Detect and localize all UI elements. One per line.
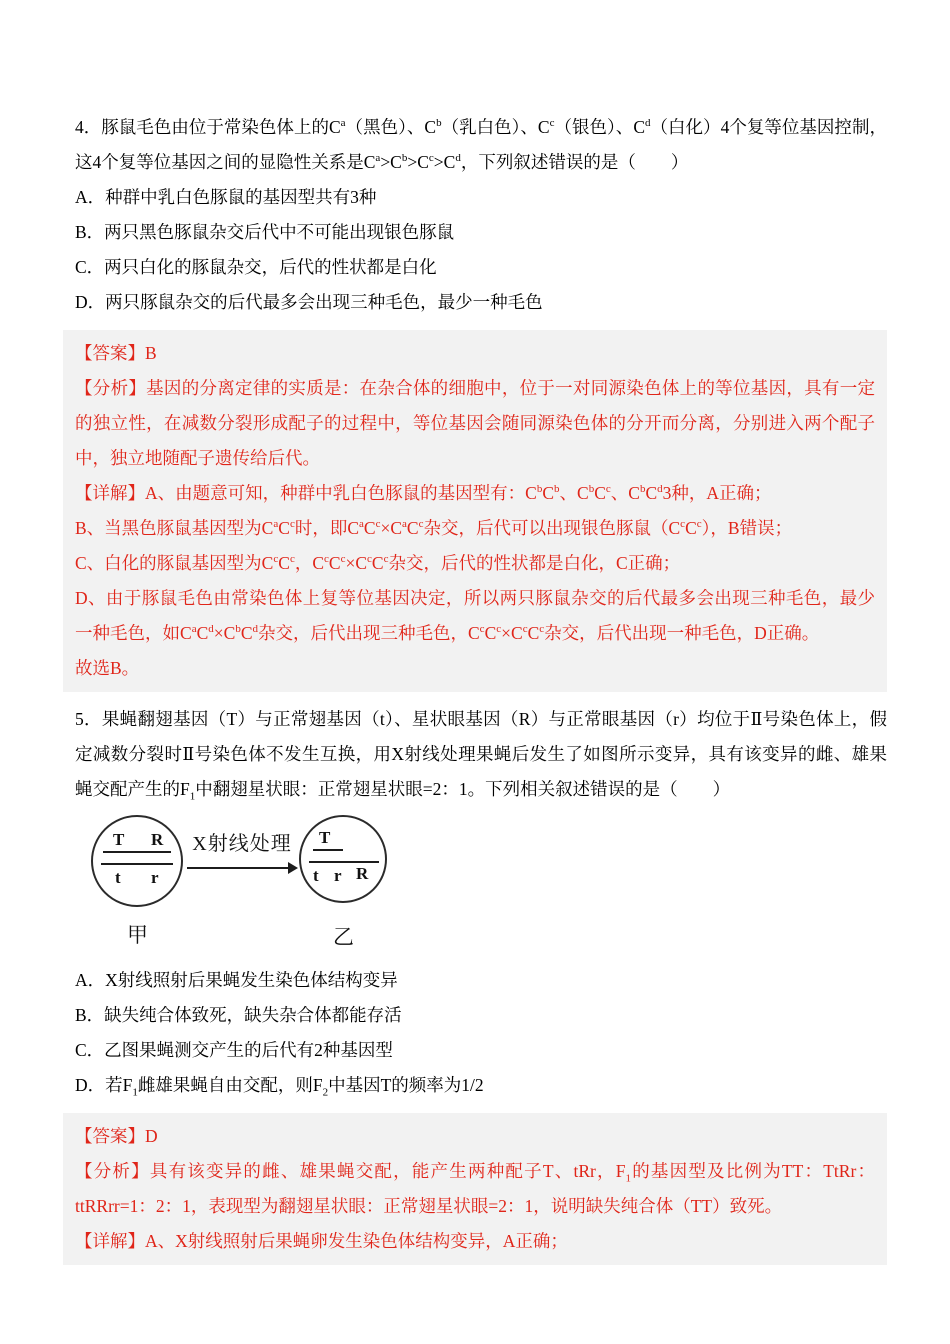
chromosome-line <box>103 851 171 853</box>
question-4-answer-block <box>63 330 887 692</box>
question-4-stem: 4．豚鼠毛色由位于常染色体上的$C^a$（黑色）、$C^b$（乳白色）、$C^c$（银色）、$C^d$（白化）4个复等位基因控制，这4个复等位基因之间的显隐性关系是$C^a>C^b>C^c>C^d$，下列叙述错误的是（ ） <box>75 117 887 172</box>
cell-yi-caption: 乙 <box>333 925 354 949</box>
explanation-line-c: C、白化的豚鼠基因型为$C^cC^c$，$C^cC^c\times C^cC^c$杂交，后代的性状都是白化，C正确； <box>75 553 681 573</box>
answer-line: 【答案】D <box>75 1126 158 1146</box>
right-arrow-icon <box>187 867 289 869</box>
cell-yi <box>299 815 387 903</box>
cell-jia <box>91 815 183 907</box>
cell-jia-caption: 甲 <box>127 923 148 947</box>
question-5-option-a: A．X射线照射后果蝇发生染色体结构变异 <box>75 970 398 990</box>
gene-r: r <box>151 868 159 887</box>
chromosome-mutation-figure <box>91 815 511 953</box>
question-5-option-d: D．若$F_1$雌雄果蝇自由交配，则$F_2$中基因T的频率为1/2 <box>75 1075 484 1099</box>
final-choice-line: 故选B。 <box>75 658 140 678</box>
question-5-option-c: C．乙图果蝇测交产生的后代有2种基因型 <box>75 1040 393 1060</box>
explanation-line-a: 【详解】A、由题意可知，种群中乳白色豚鼠的基因型有：$C^bC^b$、$C^bC^c$、$C^bC^d3$种，A正确； <box>75 483 772 503</box>
analysis-line: 【分析】具有该变异的雌、雄果蝇交配，能产生两种配子T、tRr，$F_1$的基因型及比例为TT：TtRr：ttRRrr=1：2：1，表现型为翻翅星状眼：正常翅星状眼=2：1，说明缺失纯合体（TT）致死。 <box>75 1161 875 1216</box>
chromosome-line <box>309 861 379 863</box>
chromosome-line <box>101 863 173 865</box>
question-4-option-b: B．两只黑色豚鼠杂交后代中不可能出现银色豚鼠 <box>75 222 455 242</box>
question-5-option-b: B．缺失纯合体致死，缺失杂合体都能存活 <box>75 1005 402 1025</box>
explanation-line-b: B、当黑色豚鼠基因型为$C^aC^c$时，即$C^aC^c\times C^aC^c$杂交，后代可以出现银色豚鼠$(C^cC^c)$，B错误； <box>75 518 793 538</box>
explanation-line-d: D、由于豚鼠毛色由常染色体上复等位基因决定，所以两只豚鼠杂交的后代最多会出现三种毛色，最少一种毛色，如$C^aC^d\times C^bC^d$杂交，后代出现三种毛色，$C^cC^c\times C^cC^c$杂交，后代出现一种毛色，D正确。 <box>75 588 875 643</box>
explanation-line-a: 【详解】A、X射线照射后果蝇卵发生染色体结构变异，A正确； <box>75 1231 568 1251</box>
question-5-answer-block <box>63 1113 887 1265</box>
gene-T: T <box>319 828 331 847</box>
xray-treatment-label: X射线处理 <box>192 833 292 855</box>
gene-t: t <box>115 868 121 887</box>
question-4-option-d: D．两只豚鼠杂交的后代最多会出现三种毛色，最少一种毛色 <box>75 292 543 312</box>
gene-R: R <box>151 830 164 849</box>
question-4-option-a: A．种群中乳白色豚鼠的基因型共有3种 <box>75 187 377 207</box>
gene-r: r <box>334 866 342 885</box>
chromosome-line-deleted <box>313 849 343 851</box>
question-5-stem: 5．果蝇翻翅基因（T）与正常翅基因（t）、星状眼基因（R）与正常眼基因（r）均位于Ⅱ号染色体上，假定减数分裂时Ⅱ号染色体不发生互换，用X射线处理果蝇后发生了如图所示变异，具有该变异的雌、雄果蝇交配产生的$F_1$中翻翅星状眼：正常翅星状眼=2：1。下列相关叙述错误的是（ ） <box>75 709 887 803</box>
answer-line: 【答案】B <box>75 343 157 363</box>
arrow-head-icon <box>288 862 298 874</box>
gene-t: t <box>313 866 319 885</box>
gene-T: T <box>113 830 125 849</box>
question-4 <box>75 110 887 692</box>
question-4-option-c: C．两只白化的豚鼠杂交，后代的性状都是白化 <box>75 257 437 277</box>
analysis-line: 【分析】基因的分离定律的实质是：在杂合体的细胞中，位于一对同源染色体上的等位基因，具有一定的独立性，在减数分裂形成配子的过程中，等位基因会随同源染色体的分开而分离，分别进入两个配子中，独立地随配子遗传给后代。 <box>75 378 875 468</box>
gene-R: R <box>356 864 369 883</box>
question-5 <box>75 702 887 1265</box>
